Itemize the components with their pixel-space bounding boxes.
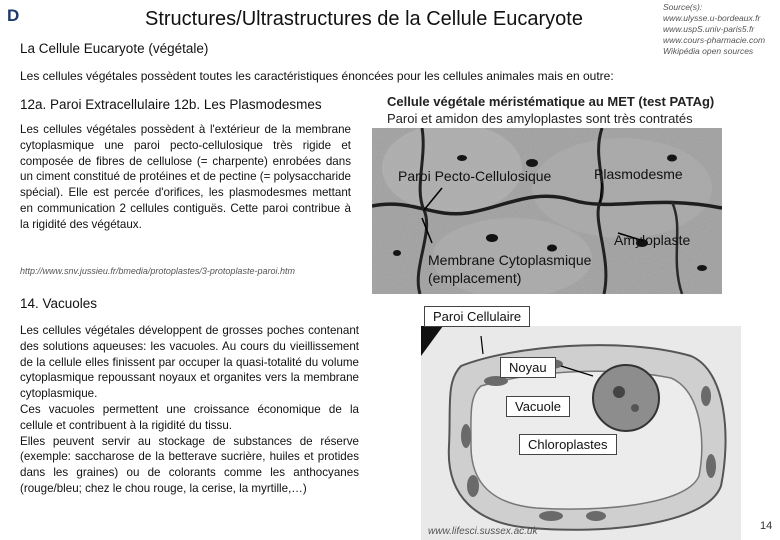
label-paroi-pecto: Paroi Pecto-Cellulosique <box>398 168 552 184</box>
label-plasmodesme: Plasmodesme <box>594 166 683 182</box>
subtitle: La Cellule Eucaryote (végétale) <box>20 41 209 56</box>
label-membrane: Membrane Cytoplasmique (emplacement) <box>428 252 592 286</box>
paragraph-vacuoles: Les cellules végétales développent de grosses poches contenant des solutions aqueuses: les vacuoles. Au cours du vieillissement de la cellule elles finissent par occuper la quasi-totalité du volume cytoplasmique repoussant noyaux et organites vers la membrane cytoplasmique. Ces vacuoles permettent une croissance économique de la cellule et contribuent à la rigidité du tissu. Elles peuvent servir au stockage de substances de réserve (exemple: saccharose de la betterave sucrière, huiles et protides dans les graines) ou de colorants comme les anthocyanes (rouge/bleu; chez le chou rouge, la cerise, la myrtille,…) <box>20 324 359 495</box>
sources-line: www.uspS.univ-paris5.fr <box>663 24 755 34</box>
sources-line: www.ulysse.u-bordeaux.fr <box>663 13 761 23</box>
label-amyloplaste: Amyloplaste <box>614 232 691 248</box>
sources-line: Wikipédia open sources <box>663 46 754 56</box>
label-chloroplastes: Chloroplastes <box>519 434 617 455</box>
sources-line: www.cours-pharmacie.com <box>663 35 766 45</box>
micrograph-plant-cell-image <box>421 326 741 540</box>
label-vacuole: Vacuole <box>506 396 570 417</box>
page-title: Structures/Ultrastructures de la Cellule Eucaryote <box>145 8 583 30</box>
label-paroi-cellulaire: Paroi Cellulaire <box>424 306 530 327</box>
image-credit: www.lifesci.sussex.ac.uk <box>428 526 538 537</box>
section-heading-vacuoles: 14. Vacuoles <box>20 296 98 311</box>
page-number: 14 <box>760 520 773 532</box>
section-heading-paroi: 12a. Paroi Extracellulaire 12b. Les Plasmodesmes <box>20 97 322 112</box>
paragraph-paroi: Les cellules végétales possèdent à l'extérieur de la membrane cytoplasmique une paroi pecto-cellulosique très rigide et composée de fibres de cellulose (= charpente) enrobées dans un ciment constitué de protéines et de pectine (= polysaccharide spécial). Elle est percée d'orifices, les plasmodesmes mettant en communication 2 cellules contiguës. Cette paroi contribue à la rigidité des végétaux. <box>20 123 351 231</box>
label-noyau: Noyau <box>500 357 556 378</box>
sources-line: Source(s): <box>663 2 703 12</box>
intro-text: Les cellules végétales possèdent toutes les caractéristiques énoncées pour les cellules animales mais en outre: <box>20 69 614 83</box>
photo1-caption-subtitle: Paroi et amidon des amyloplastes sont très contratés <box>387 111 693 126</box>
corner-mark: D <box>7 6 20 25</box>
source-link[interactable]: http://www.snv.jussieu.fr/bmedia/protoplastes/3-protoplaste-paroi.htm <box>20 266 295 276</box>
photo1-caption-title: Cellule végétale méristématique au MET (test PATAg) <box>387 94 715 109</box>
sources-block <box>663 2 765 57</box>
